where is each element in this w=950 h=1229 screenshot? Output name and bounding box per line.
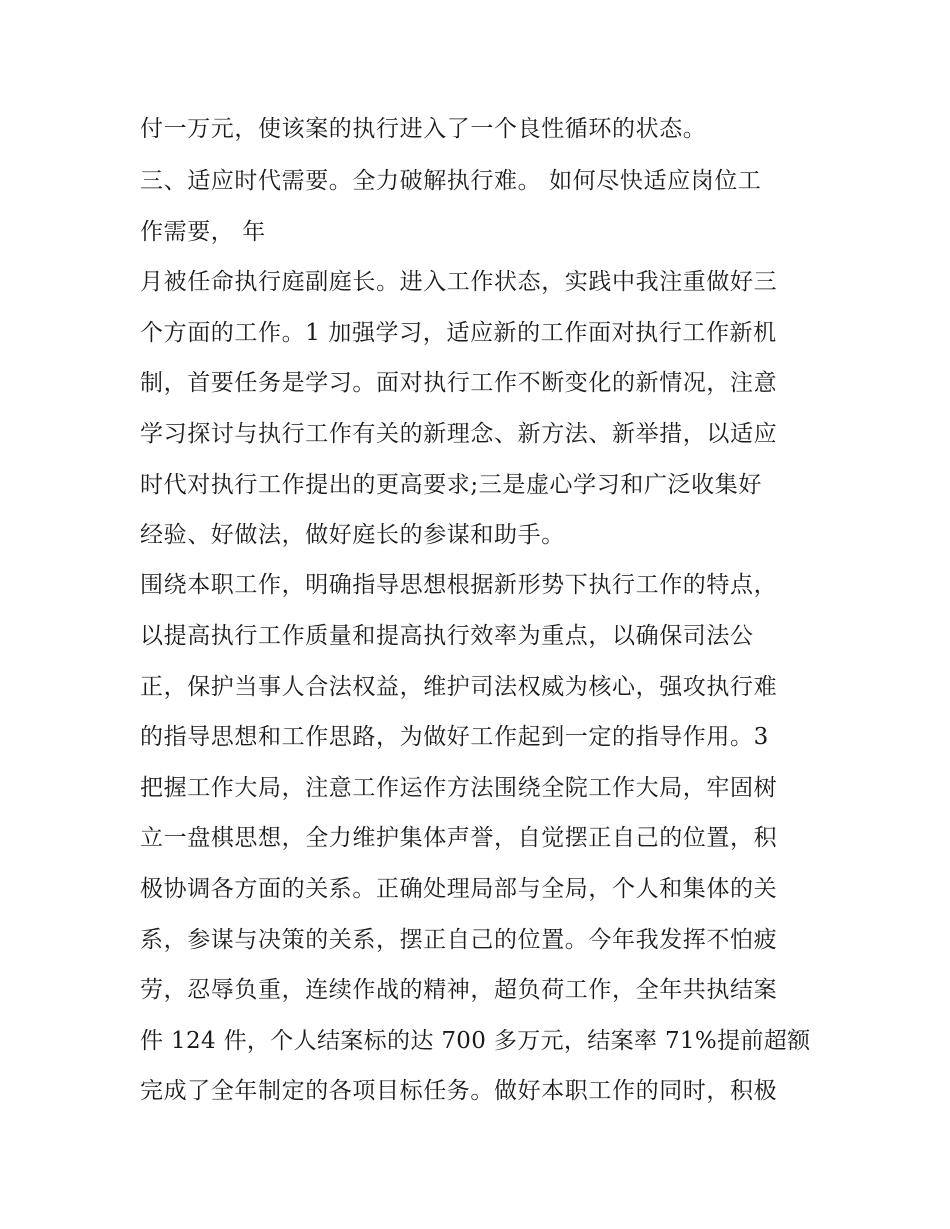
text-line-9: 经验、好做法，做好庭长的参谋和助手。 (140, 522, 565, 548)
text-line-17: 系，参谋与决策的关系，摆正自己的位置。今年我发挥不怕疲 (140, 927, 778, 953)
text-line-13: 的指导思想和工作思路，为做好工作起到一定的指导作用。3 (140, 724, 769, 750)
text-line-6: 制，首要任务是学习。面对执行工作不断变化的新情况，注意 (140, 370, 778, 396)
text-line-18: 劳，忍辱负重，连续作战的精神，超负荷工作，全年共执结案 (140, 977, 778, 1003)
text-line-14: 把握工作大局，注意工作运作方法围绕全院工作大局，牢固树 (140, 775, 778, 801)
text-line-20: 完成了全年制定的各项目标任务。做好本职工作的同时，积极 (140, 1078, 778, 1104)
text-line-3: 作需要， 年 (140, 219, 266, 245)
text-line-5: 个方面的工作。1 加强学习，适应新的工作面对执行工作新机 (140, 320, 777, 346)
text-line-15: 立一盘棋思想，全力维护集体声誉，自觉摆正自己的位置，积 (140, 825, 778, 851)
text-line-19: 件 124 件，个人结案标的达 700 多万元，结案率 71%提前超额 (140, 1028, 811, 1054)
text-line-8: 时代对执行工作提出的更高要求;三是虚心学习和广泛收集好 (140, 472, 762, 498)
text-line-2: 三、适应时代需要。全力破解执行难。 如何尽快适应岗位工 (140, 168, 762, 194)
text-line-4: 月被任命执行庭副庭长。进入工作状态，实践中我注重做好三 (140, 269, 778, 295)
text-line-11: 以提高执行工作质量和提高执行效率为重点，以确保司法公 (140, 623, 754, 649)
text-line-10: 围绕本职工作，明确指导思想根据新形势下执行工作的特点， (140, 572, 778, 598)
text-line-1: 付一万元，使该案的执行进入了一个良性循环的状态。 (140, 116, 707, 142)
text-line-12: 正，保护当事人合法权益，维护司法权威为核心，强攻执行难 (140, 674, 778, 700)
text-line-7: 学习探讨与执行工作有关的新理念、新方法、新举措，以适应 (140, 421, 778, 447)
text-line-16: 极协调各方面的关系。正确处理局部与全局，个人和集体的关 (140, 876, 778, 902)
